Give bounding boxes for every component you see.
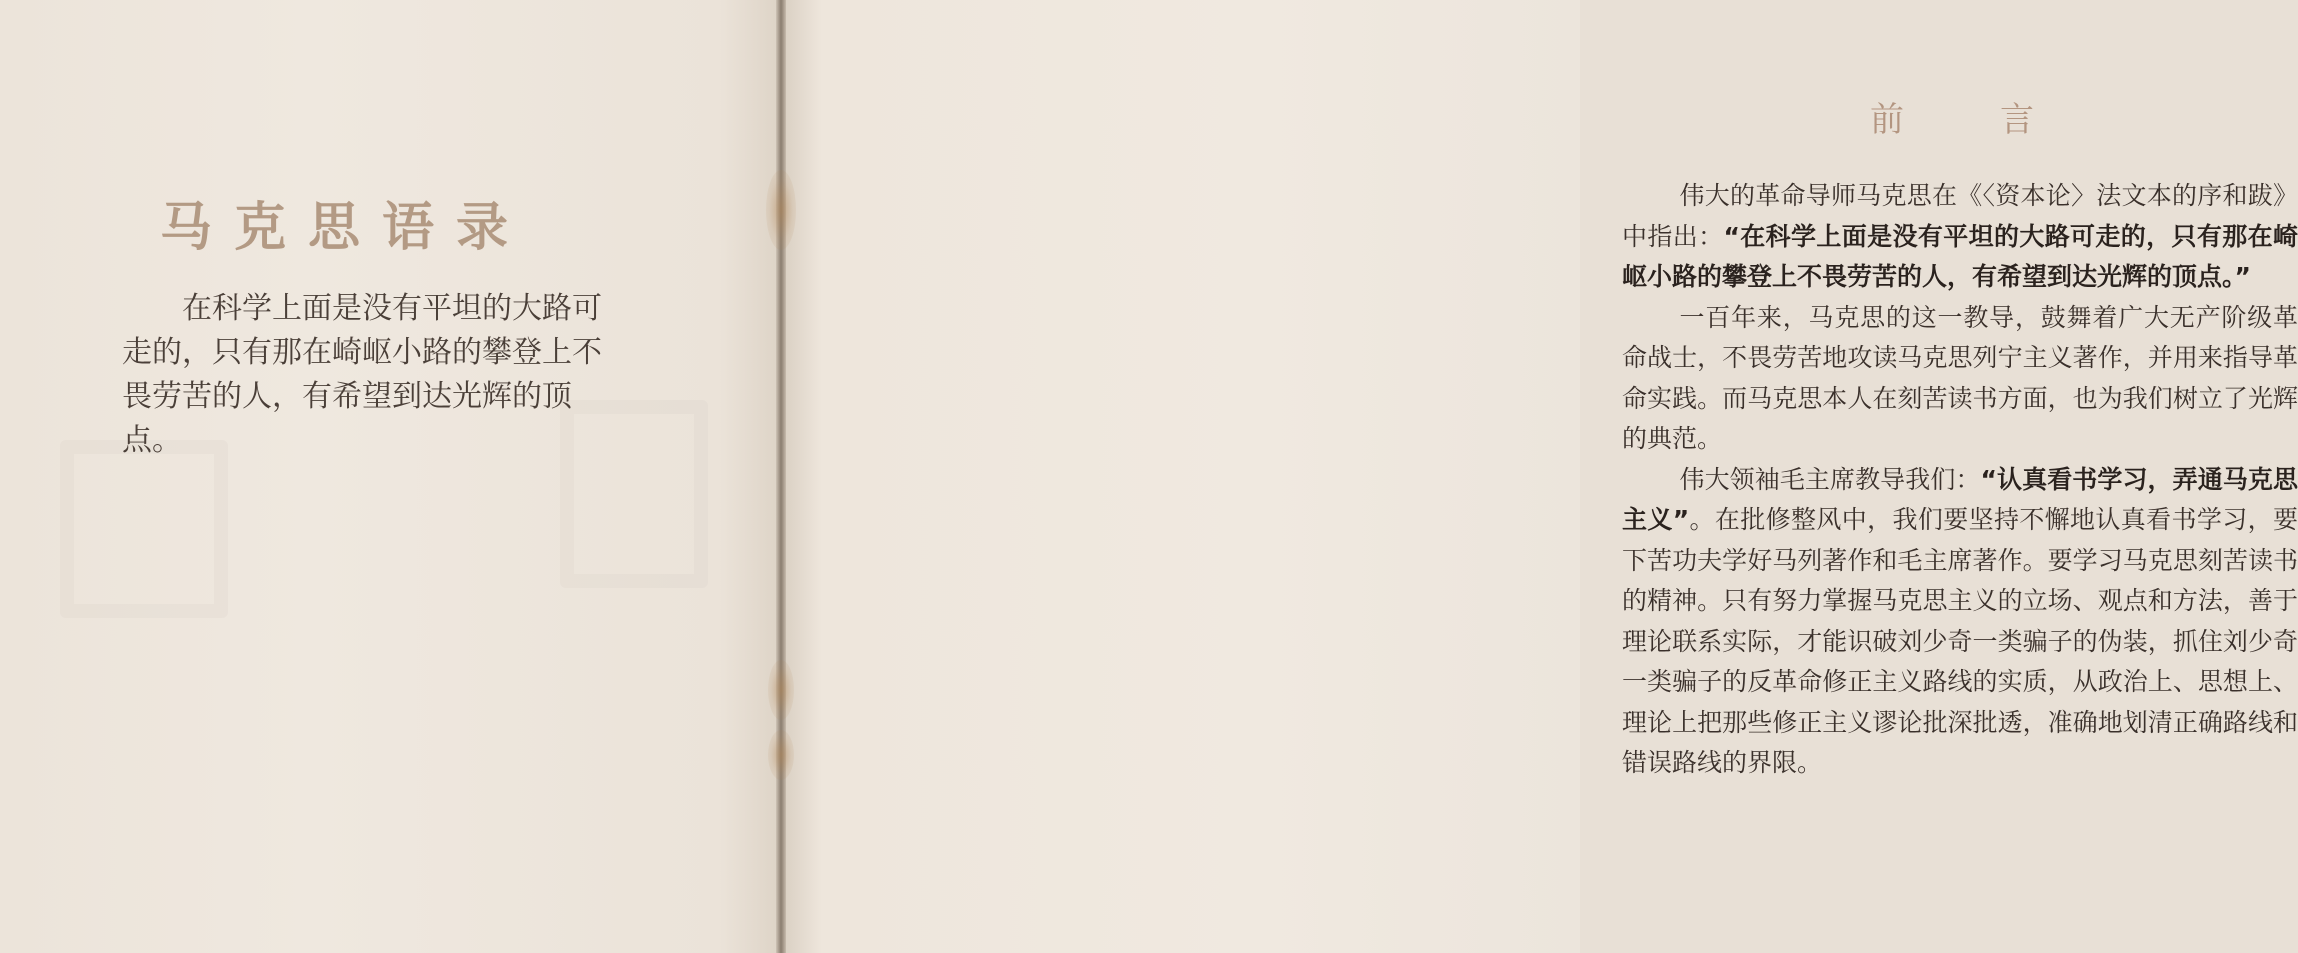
bleed-through-mark — [60, 440, 228, 618]
paragraph-1-bold-quote: “在科学上面是没有平坦的大路可走的，只有那在崎岖小路的攀登上不畏劳苦的人，有希望到达光辉的顶点。” — [1622, 221, 2298, 291]
marx-quotation — [122, 287, 612, 463]
quotation-title: 马克思语录 — [160, 197, 531, 258]
preface-heading — [1870, 92, 2070, 141]
heading-char-1: 前 — [1870, 100, 1904, 140]
left-page — [0, 0, 782, 953]
quotation-text: 在科学上面是没有平坦的大路可走的，只有那在崎岖小路的攀登上不畏劳苦的人，有希望到达光辉的顶点。 — [122, 291, 602, 458]
rust-stain — [768, 660, 794, 720]
paragraph-3-bold-quote: “认真看书学习，弄通马克思主义” — [1622, 464, 2298, 534]
preface-paragraph-3 — [1622, 460, 2298, 784]
rust-stain — [768, 730, 794, 780]
preface-paragraph-1 — [1622, 176, 2298, 298]
paragraph-3-text-start: 伟大领袖毛主席教导我们： — [1679, 464, 1981, 494]
heading-char-2: 言 — [2000, 100, 2034, 140]
paragraph-1-text: 伟大的革命导师马克思在《〈资本论〉法文本的序和跋》中指出： — [1622, 181, 2298, 251]
paragraph-3-text-end: 。在批修整风中，我们要坚持不懈地认真看书学习，要下苦功夫学好马列著作和毛主席著作。要学习马克思刻苦读书的精神。只有努力掌握马克思主义的立场、观点和方法，善于理论联系实际，才能识破刘少奇一类骗子的伪装，抓住刘少奇一类骗子的反革命修正主义路线的实质，从政治上、思想上、理论上把那些修正主义谬论批深批透，准确地划清正确路线和错误路线的界限。 — [1622, 505, 2298, 777]
right-page — [782, 0, 2298, 953]
book-gutter — [776, 0, 786, 953]
preface-body — [1622, 176, 2298, 784]
preface-paragraph-2: 一百年来，马克思的这一教导，鼓舞着广大无产阶级革命战士，不畏劳苦地攻读马克思列宁主义著作，并用来指导革命实践。而马克思本人在刻苦读书方面，也为我们树立了光辉的典范。 — [1622, 302, 2298, 453]
rust-stain — [766, 170, 796, 250]
